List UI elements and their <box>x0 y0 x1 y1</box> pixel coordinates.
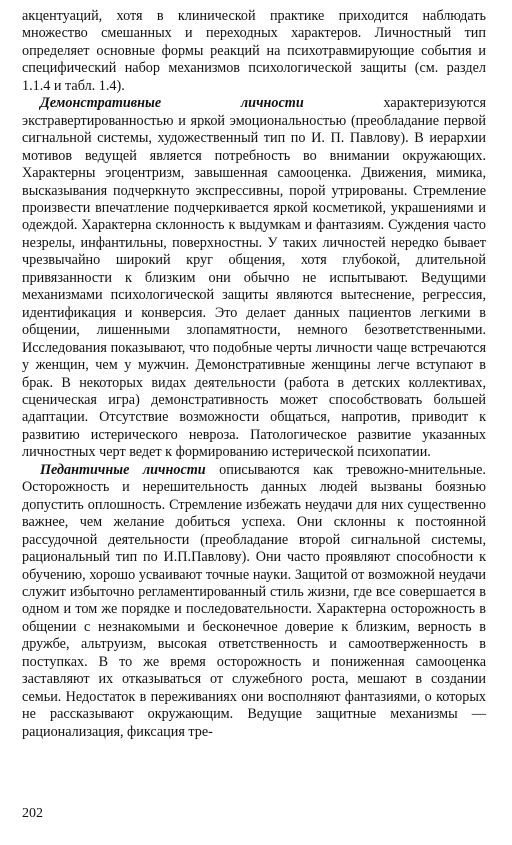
term-demonstrative-personalities: Демонстративные личности <box>40 95 304 112</box>
paragraph-pedantic <box>22 462 486 741</box>
page-number: 202 <box>22 806 43 821</box>
paragraph-text: описываются как тревожно-мнительные. Осторожность и нерешительность данных людей вызваны боязнью допустить оплошность. Стремление избежать неудачи для них существенно важнее, чем желание добиться успеха. Они склонны к постоянной рассудочной деятельности (преобладание второй сигнальной системы, рациональный тип по И.П.Павлову). Они часто проявляют способности к обучению, хорошо усваивают точные науки. Защитой от возможной неудачи служит избыточно регламентированный стиль жизни, где все совершается в одном и том же порядке и последовательности. Характерна осторожность в общении с незнакомыми и бесконечное доверие к близким, верность в дружбе, альтруизм, высокая ответственность и самоотверженность в поступках. В то же время осторожность и пониженная самооценка заставляют их отказываться от служебного роста, мешают в создании семьи. Недостаток в переживаниях они восполняют фантазиями, о которых не рассказывают окружающим. Ведущие защитные механизмы — рационализация, фиксация тре- <box>22 461 486 740</box>
paragraph-intro <box>22 8 486 95</box>
paragraph-text: характеризуются экстравертированностью и яркой эмоциональностью (преобладание первой сигнальной системы, художественный тип по И. П. Павлову). В иерархии мотивов ведущей является потребность во внимании окружающих. Характерны эгоцентризм, завышенная самооценка. Движения, мимика, высказывания подчеркнуто экспрессивны, порой утрированы. Стремление произвести впечатление подчеркивается яркой косметикой, украшениями и одеждой. Характерна склонность к выдумкам и фантазиям. Суждения часто незрелы, инфантильны, поверхностны. У таких личностей нередко бывает чрезвычайно широкий круг общения, хотя глубокой, длительной привязанности к близким они обычно не испытывают. Ведущими механизмами психологической защиты являются вытеснение, регрессия, идентификация и конверсия. Это делает данных пациентов легкими в общении, лишенными злопамятности, немного безответственными. Исследования показывают, что подобные черты личности чаще встречаются у женщин, чем у мужчин. Демонстративные женщины легче вступают в брак. В некоторых видах деятельности (работа в детских коллективах, сценическая игра) демонстративность может способствовать большей адаптации. Отсутствие возможности общаться, напротив, приводит к развитию истерического невроза. Патологическое развитие указанных личностных черт ведет к формированию истерической психопатии. <box>22 95 486 461</box>
paragraph-text: акцентуаций, хотя в клинической практике приходится наблюдать множество смешанных и переходных характеров. Личностный тип определяет основные формы реакций на психотравмирующие события и специфический набор механизмов психологической защиты (см. раздел 1.1.4 и табл. 1.4). <box>22 8 486 94</box>
paragraph-demonstrative <box>22 95 486 462</box>
term-pedantic-personalities: Педантичные личности <box>40 461 206 478</box>
